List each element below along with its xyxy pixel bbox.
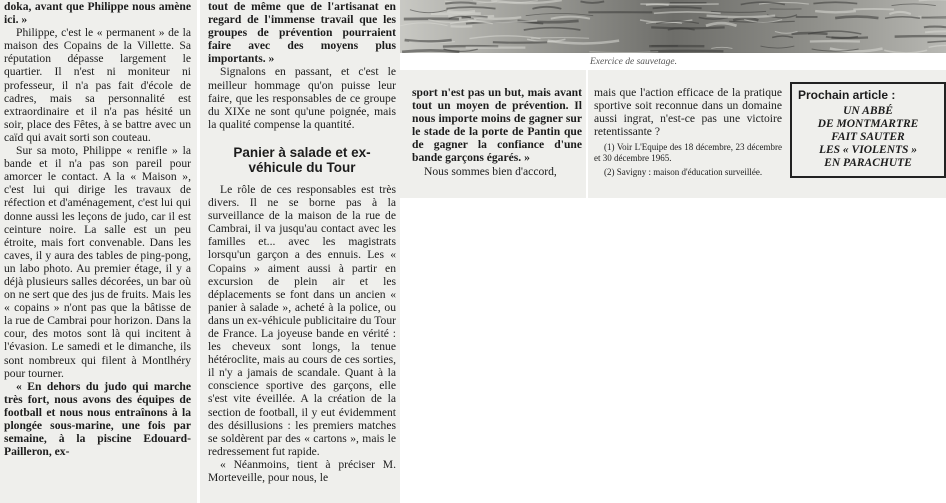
column-2-bottom-text (208, 183, 396, 484)
photo-texture-stroke (402, 50, 459, 52)
next-article-title-line: DE MONTMARTRE (817, 117, 919, 130)
photo-texture-stroke (925, 31, 946, 32)
footnote: (1) Voir L'Equipe des 18 décembre, 23 décembre et 30 décembre 1965. (594, 142, 782, 163)
photo-texture-stroke (791, 33, 827, 34)
blank-area (400, 198, 946, 503)
next-article-title-line: LES « VIOLENTS » (818, 143, 918, 156)
paragraph: tout de même que de l'artisanat en regard de l'immense travail que les groupes de prévention pourraient faire avec des moyens plus importants. » (208, 0, 396, 66)
paragraph: « Néanmoins, tient à préciser M. Morteveille, pour nous, le (208, 457, 396, 484)
next-article-title-line: FAIT SAUTER (831, 130, 905, 143)
rescue-exercise-photo (400, 0, 946, 53)
article-column-2 (200, 0, 400, 503)
photo-caption: Exercice de sauvetage. (590, 57, 677, 67)
paragraph: mais que l'action efficace de la pratique sportive soit reconnue dans un domaine aussi ingrat, n'est-ce pas une victoire retentissante ? (594, 86, 782, 139)
photo-texture-stroke (650, 51, 723, 52)
paragraph: doka, avant que Philippe nous amène ici. » (4, 0, 191, 27)
photo-image (400, 0, 946, 53)
article-column-4 (588, 70, 788, 198)
article-column-3 (400, 70, 586, 198)
column-4-text (594, 86, 782, 138)
next-article-panel (788, 70, 946, 198)
photo-texture-stroke (493, 42, 547, 43)
next-article-title-line: EN PARACHUTE (824, 156, 912, 169)
paragraph: Philippe, c'est le « permanent » de la maison des Copains de la Villette. Sa réputation dépasse largement le quartier. Il n'est ni moniteur ni professeur, il n'a pas fait d'école de cadres, mais sa personnalité est extraordinaire et il n'a pas hésité un soir, place des Fêtes, à se battre avec un caïd qui avait sorti son couteau. (4, 26, 191, 144)
next-article-label: Prochain article : (798, 88, 896, 102)
article-column-1 (0, 0, 197, 503)
paragraph: Nous sommes bien d'accord, (424, 164, 557, 178)
paragraph: Sur sa moto, Philippe « renifle » la bande et il n'a pas son pareil pour amorcer le contact. A la « Maison », c'est lui qui dirige les travaux de réfection et d'aménagement, c'est lui qui donne aussi les leçons de judo, car il est ceinture noire. La salle est un peu étroite, mais fort convenable. Dans les caves, il y aura des tables de ping-pong, un labo photo. Au premier étage, il y a déjà plusieurs salles décorées, un bar où on ne sert que des jus de fruits. Mais les « copains » n'ont pas que la bâtisse de la rue de Cambrai pour horizon. Dans la cour, des motos sont là qui incitent à l'évasion. Le samedi et le dimanche, ils sont nombreux qui filent à Montlhéry pour tourner. (4, 144, 191, 380)
paragraph: sport n'est pas un but, mais avant tout un moyen de prévention. Il nous importe moins de gagner sur le stade de la porte de Pantin que de gagner la confiance d'une bande garçons égarés. » (412, 86, 582, 165)
photo-texture-stroke (835, 17, 878, 19)
next-article-title (796, 105, 940, 170)
next-article-title-line: UN ABBÉ (843, 104, 893, 117)
footnote: (2) Savigny : maison d'éducation surveillée. (604, 167, 763, 178)
next-article-box (790, 82, 946, 178)
photo-texture-stroke (651, 27, 724, 28)
photo-texture-stroke (447, 11, 475, 12)
photo-texture-stroke (815, 11, 856, 12)
photo-texture-stroke (445, 2, 476, 3)
photo-texture-stroke (895, 36, 946, 37)
photo-texture-stroke (443, 46, 498, 47)
photo-texture-stroke (405, 40, 452, 41)
paragraph: Le rôle de ces responsables est très divers. Il ne se borne pas à la surveillance de la maison de la rue de Cambrai, il va jusqu'au contact avec les familles et... avec les magistrats lorsqu'un garçon a des ennuis. Les « Copains » aiment aussi à partir en excursion de plein air et les déplacements se font dans un ancien « panier à salade », acheté à la police, ou dans un ex-véhicule publicitaire du Tour de France. La joyeuse bande en vérité : les cheveux sont longs, la tenue hétéroclite, mais au cours de ces sorties, il n'y a jamais de scandale. Quant à la conscience sportive des garçons, elle s'est vite éveillée. A la création de la section de football, il y eut évidemment des désillusions : les premiers matches se soldèrent par des « cartons », mais le redressement fut rapide. (208, 182, 396, 458)
paragraph: Signalons en passant, et c'est le meilleur hommage qu'on puisse leur faire, que les responsables de ce groupe du XIXe ne sont qu'une poignée, mais la qualité compense la quantité. (208, 65, 396, 131)
photo-texture-stroke (924, 27, 946, 28)
paragraph: « En dehors du judo qui marche très fort, nous avons des équipes de football et nous nous entraînons à la plongée sous-marine, une fois par semaine, à la piscine Edouard-Pailleron, ex- (4, 379, 191, 459)
column-2-top-text (208, 0, 396, 131)
section-heading: Panier à salade et ex-véhicule du Tour (233, 144, 371, 175)
footnotes (594, 142, 782, 178)
